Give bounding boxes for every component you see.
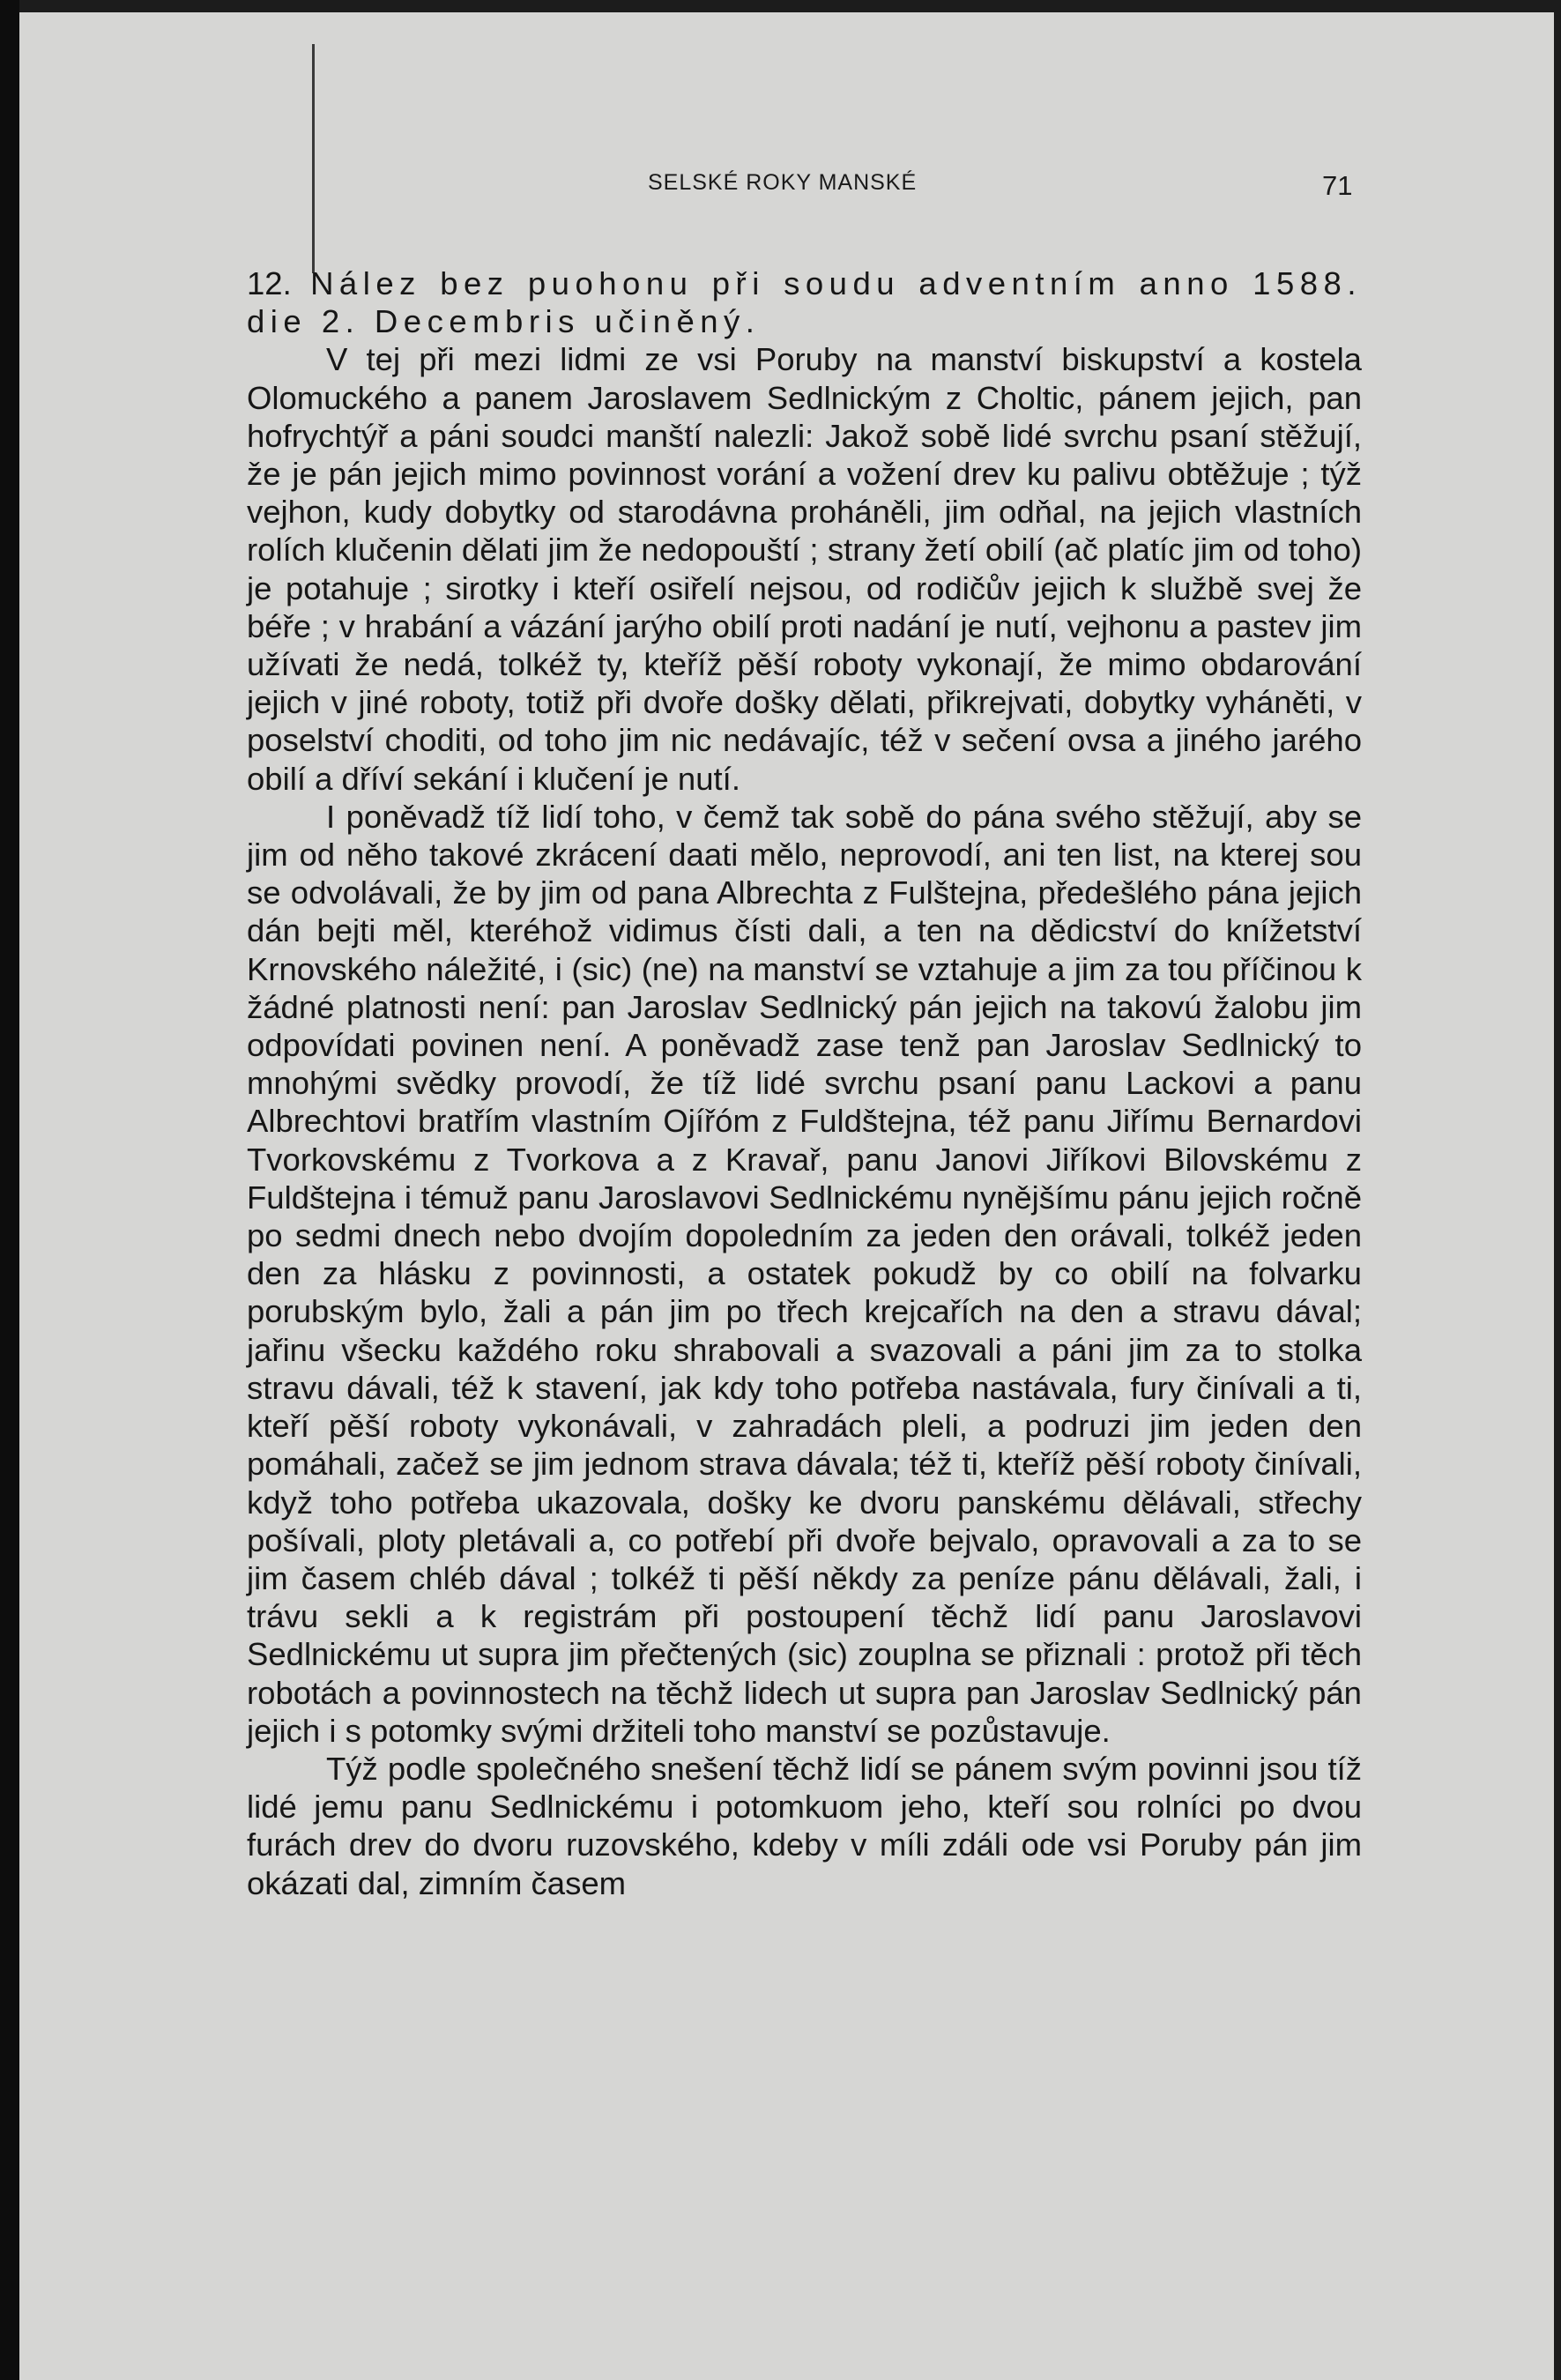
margin-mark (312, 44, 315, 273)
section-title: Nález bez puohonu při soudu adventním anno 1588. die 2. Decembris učiněný. (247, 265, 1362, 340)
body-text (247, 264, 1362, 1902)
page-number: 71 (1322, 170, 1353, 201)
section-number: 12. (247, 265, 292, 301)
running-head: SELSKÉ ROKY MANSKÉ (648, 170, 918, 195)
paragraph-2: I poněvadž tíž lidí toho, v čemž tak sobě do pána svého stěžují, aby se jim od něho takové zkrácení daati mělo, neprovodí, ani ten list, na kterej sou se odvolávali, že by jim od pana Albrechta z Fulštejna, předešlého pána jejich dán bejti měl, kteréhož vidimus čísti dali, a ten na dědicství do knížetství Krnovského náležité, i (sic) (ne) na manství se vztahuje a jim za tou příčinou k žádné platnosti není: pan Jaroslav Sedlnický pán jejich na takovú žalobu jim odpovídati povinen není. A poněvadž zase tenž pan Jaroslav Sedlnický to mnohými svědky provodí, že tíž lidé svrchu psaní panu Lackovi a panu Albrechtovi bratřím vlastním Ojířóm z Fuldštejna, též panu Jiřímu Bernardovi Tvorkovskému z Tvorkova a z Kravař, panu Janovi Jiříkovi Bilovskému z Fuldštejna i témuž panu Jaroslavovi Sedlnickému nynějšímu pánu jejich ročně po sedmi dnech nebo dvojím dopoledním za jeden den orávali, tolkéž jeden den za hlásku z povinnosti, a ostatek pokudž by co obilí na folvarku porubským bylo, žali a pán jim po třech krejcařích na den a stravu dával; jařinu všecku každého roku shrabovali a svazovali a páni jim za to stolka stravu dávali, též k stavení, jak kdy toho potřeba nastávala, fury činívali a ti, kteří pěší roboty vykonávali, v zahradách pleli, a podruzi jim jeden den pomáhali, začež se jim jednom strava dávala; též ti, kteříž pěší roboty činívali, když toho potřeba ukazovala, došky ke dvoru panskému dělávali, střechy pošívali, ploty pletávali a, co potřebí při dvoře bejvalo, opravovali a za to se jim časem chléb dával ; tolkéž ti pěší někdy za peníze pánu dělávali, žali, i trávu sekli a k registrám při postoupení těchž lidí panu Jaroslavovi Sedlnickému ut supra jim přečtených (sic) zouplna se přiznali : protož při těch robotách a povinnostech na těchž lidech ut supra pan Jaroslav Sedlnický pán jejich i s potomky svými držiteli toho manství se pozůstavuje. (247, 798, 1362, 1749)
paragraph-1: V tej při mezi lidmi ze vsi Poruby na manství biskupství a kostela Olomuckého a panem Jaroslavem Sedlnickým z Choltic, pánem jejich, pan hofrychtýř a páni soudci manští nalezli: Jakož sobě lidé svrchu psaní stěžují, že je pán jejich mimo povinnost vorání a vožení drev ku palivu obtěžuje ; týž vejhon, kudy dobytky od starodávna proháněli, jim odňal, na jejich vlastních rolích klučenin dělati jim že nedopouští ; strany žetí obilí (ač platíc jim od toho) je potahuje ; sirotky i kteří osiřelí nejsou, od rodičův jejich k službě svej že béře ; v hrabání a vázání jarýho obilí proti nadání je nutí, vejhonu a pastev jim užívati že nedá, tolkéž ty, kteříž pěší roboty vykonají, že mimo obdarování jejich v jiné roboty, totiž při dvoře došky dělati, přikrejvati, dobytky vyháněti, v poselství choditi, od toho jim nic nedávajíc, též v sečení ovsa a jiného jarého obilí a dříví sekání i klučení je nutí. (247, 341, 1362, 797)
paragraph-3: Týž podle společného snešení těchž lidí se pánem svým povinni jsou tíž lidé jemu panu Sedlnickému i potomkuom jeho, kteří sou rolníci po dvou furách drev do dvoru ruzovského, kdeby v míli zdáli ode vsi Poruby pán jim okázati dal, zimním časem (247, 1750, 1362, 1901)
section-heading (247, 264, 1362, 340)
scan-edge (0, 0, 19, 2380)
